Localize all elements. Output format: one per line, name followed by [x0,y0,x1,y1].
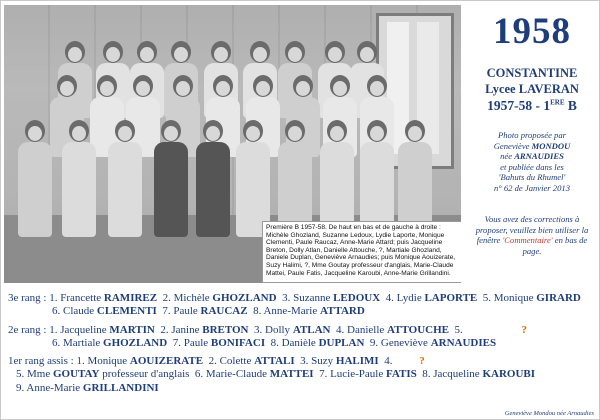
corrections-note: Vous avez des corrections à proposer, veuillez bien utiliser la fenêtre 'Commentaire' en bas de page. [475,214,589,256]
row-3: 3e rang : 1. Francette RAMIREZ 2. Michèle GHOZLAND 3. Suzanne LEDOUX 4. Lydie LAPORTE 5. Monique GIRARD 6. Claude CLEMENTI 7. Paule RAUCAZ 8. Anne-Marie ATTARD [8,292,581,318]
title-panel [468,0,596,290]
person-name: 4. Danielle ATTOUCHE [336,323,449,336]
person-name: 4. Lydie LAPORTE [385,292,478,304]
person-name: 6. Claude CLEMENTI [52,305,157,318]
person-name: 3. Suzanne LEDOUX [282,292,381,304]
person-name: 5. [454,323,466,336]
person-name: 5. Mme GOUTAY professeur d'anglais [16,368,190,381]
person-name: 7. Lucie-Paule FATIS [319,368,417,381]
person-name: 3. Suzy HALIMI [300,355,379,368]
person-name: 3. Dolly ATLAN [254,323,331,336]
unknown-marker: ? [419,355,425,368]
person-name: 9. Anne-Marie GRILLANDINI [16,381,159,394]
person-name: 1. Monique AOUIZERATE [76,355,204,368]
person-name: 8. Danièle DUPLAN [270,336,365,349]
person-name: 6. Martiale GHOZLAND [52,336,168,349]
comment-link[interactable]: 'Commentaire' [502,235,553,246]
person-name: 1. Jacqueline MARTIN [49,323,155,336]
photo-credit: Photo proposée par Geneviève MONDOU née ARNAUDIES et publiée dans les 'Bahuts du Rhumel' n° 62 de Janvier 2013 [493,130,571,193]
school: Lycee LAVERAN [485,82,579,96]
footer-credit: Geneviève Mondou née Arnaudies [504,410,594,417]
city: CONSTANTINE [486,66,578,80]
class-photo [4,5,461,283]
person-name: 7. Paule BONIFACI [172,336,266,349]
person-name: 1. Francette RAMIREZ [49,292,158,304]
year-title: 1958 [493,11,571,52]
class-year: 1957-58 - 1ERE B [487,98,577,113]
person-name: 9. Geneviève ARNAUDIES [369,336,497,349]
row-2: 2e rang : 1. Jacqueline MARTIN 2. Janine BRETON 3. Dolly ATLAN 4. Danielle ATTOUCHE 5. ? 6. Martiale GHOZLAND 7. Paule BONIFACI 8. Danièle DUPLAN 9. Geneviève ARNAUDIES [8,323,527,349]
names-list [8,292,592,400]
photo-caption: Première B 1957-58. De haut en bas et de gauche à droite : Michèle Ghozland, Suzanne Ledoux, Lydie Laporte, Monique Clementi, Paule Raucaz, Anne-Marie Attard; puis Jacqueline Breton, Dolly Atlan, Danielle Attouche, ?, Martiale Ghozland, Daniele Duplan, Geneviève Arnaudies; puis Monique Aouizerate, Suzy Halimi, ?, Mme Goutay professeur d'anglais, Marie-Claude Mattei, Paule Fatis, Jacqueline Karoubi, Anne-Marie Grillandini. [262,221,461,283]
unknown-marker: ? [521,323,527,336]
person-name: 4. [384,355,396,368]
person-name: 8. Jacqueline KAROUBI [422,368,535,381]
person-name: 7. Paule RAUCAZ [162,305,248,318]
person-name: 5. Monique GIRARD [482,292,581,304]
row-1: 1er rang assis : 1. Monique AOUIZERATE 2. Colette ATTALI 3. Suzy HALIMI 4. ? 5. Mme GOUTAY professeur d'anglais 6. Marie-Claude MATTEI 7. Lucie-Paule FATIS 8. Jacqueline KAROUBI 9. Anne-Marie GRILLANDINI [8,355,535,394]
person-name: 8. Anne-Marie ATTARD [253,305,365,318]
person-name: 2. Colette ATTALI [208,355,295,368]
person-name: 2. Janine BRETON [160,323,249,336]
person-name: 2. Michèle GHOZLAND [162,292,277,304]
person-name: 6. Marie-Claude MATTEI [194,368,314,381]
